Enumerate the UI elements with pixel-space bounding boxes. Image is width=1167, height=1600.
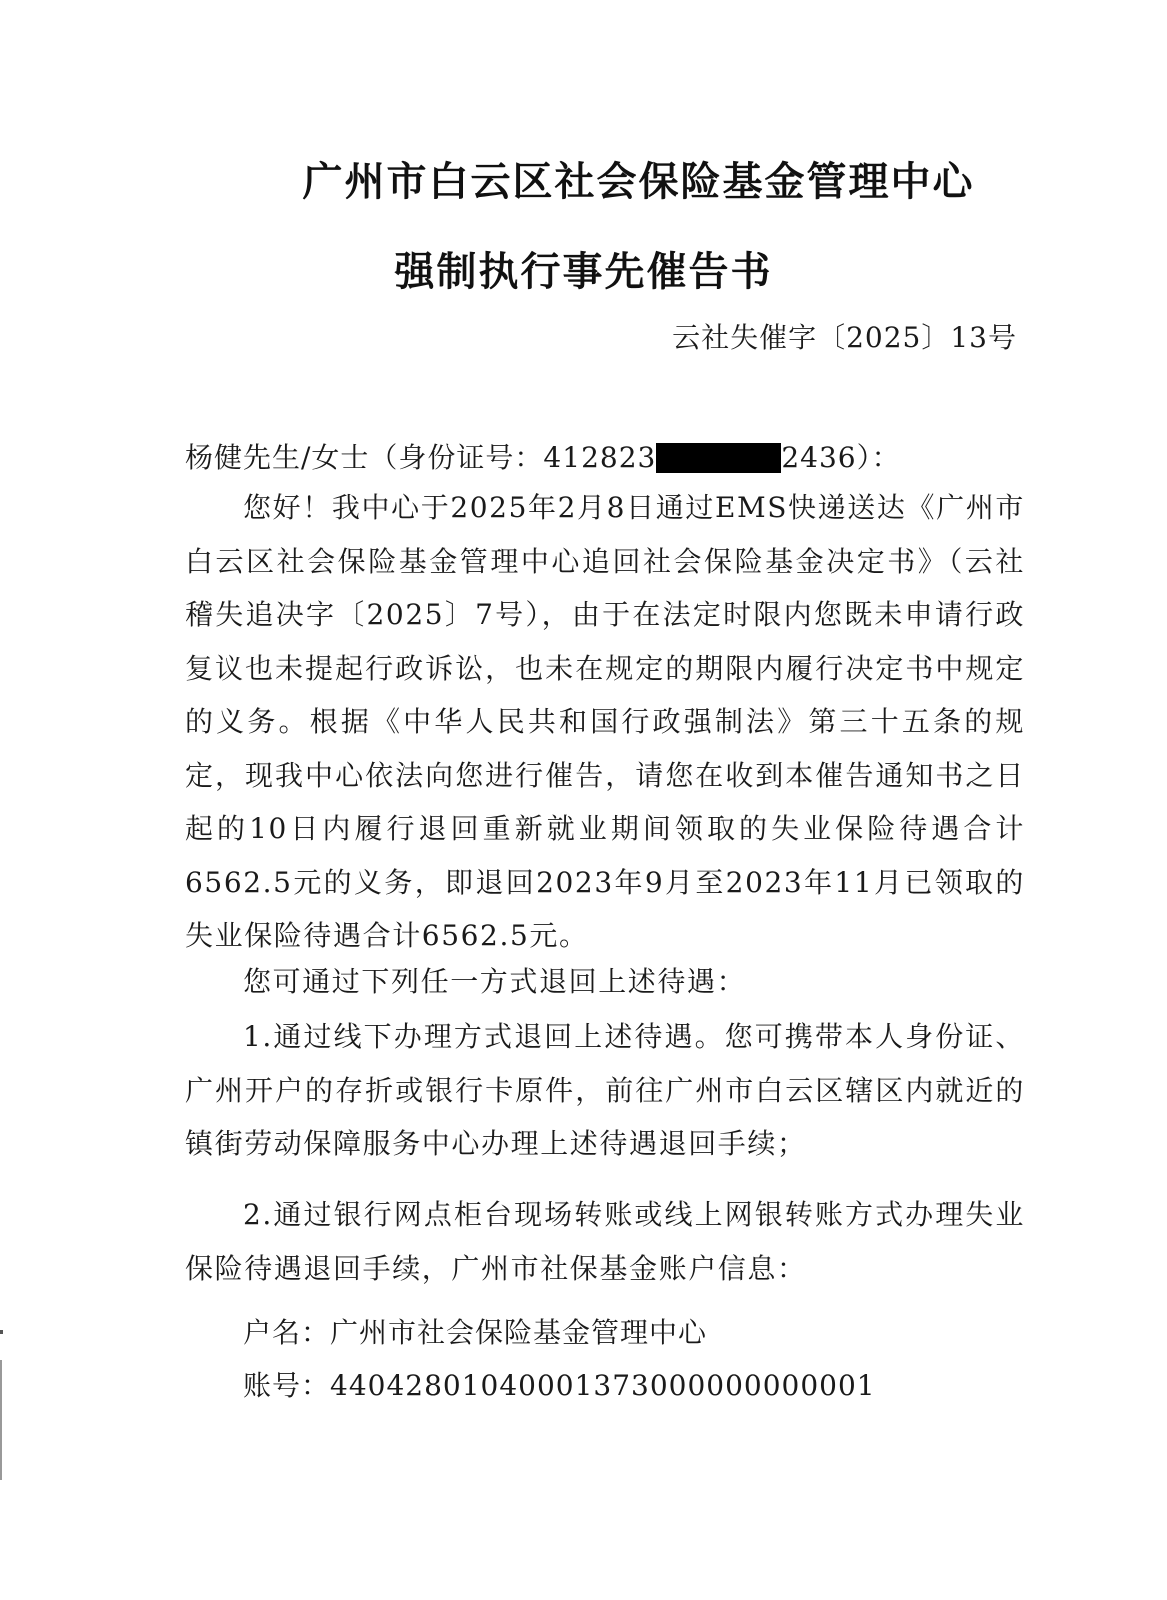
paragraph-methods-intro: 您可通过下列任一方式退回上述待遇： xyxy=(243,965,747,998)
title-line-1: 广州市白云区社会保险基金管理中心 xyxy=(302,158,975,205)
addressee-line xyxy=(185,438,1025,478)
scan-artifact xyxy=(0,1330,3,1334)
document-number: 云社失催字〔2025〕13号 xyxy=(672,321,1017,354)
paragraph-method-offline: 1.通过线下办理方式退回上述待遇。您可携带本人身份证、广州开户的存折或银行卡原件，前往广州市白云区辖区内就近的镇街劳动保障服务中心办理上述待遇退回手续； xyxy=(185,1020,1025,1160)
account-name: 户名：广州市社会保险基金管理中心 xyxy=(243,1316,708,1349)
paragraph-notice: 您好！我中心于2025年2月8日通过EMS快递送达《广州市白云区社会保险基金管理中心追回社会保险基金决定书》（云社稽失追决字〔2025〕7号），由于在法定时限内您既未申请行政复议也未提起行政诉讼，也未在规定的期限内履行决定书中规定的义务。根据《中华人民共和国行政强制法》第三十五条的规定，现我中心依法向您进行催告，请您在收到本催告通知书之日起的10日内履行退回重新就业期间领取的失业保险待遇合计6562.5元的义务，即退回2023年9月至2023年11月已领取的失业保险待遇合计6562.5元。 xyxy=(185,491,1025,952)
scan-artifact xyxy=(0,1360,2,1480)
redaction-bar xyxy=(656,443,781,473)
account-number: 账号：44042801040001373000000000001 xyxy=(243,1369,876,1402)
title-line-2: 强制执行事先催告书 xyxy=(394,248,773,295)
addressee-suffix: 2436）： xyxy=(781,441,901,474)
paragraph-method-bank: 2.通过银行网点柜台现场转账或线上网银转账方式办理失业保险待遇退回手续，广州市社保基金账户信息： xyxy=(185,1198,1025,1285)
addressee-prefix: 杨健先生/女士（身份证号：412823 xyxy=(185,441,657,474)
